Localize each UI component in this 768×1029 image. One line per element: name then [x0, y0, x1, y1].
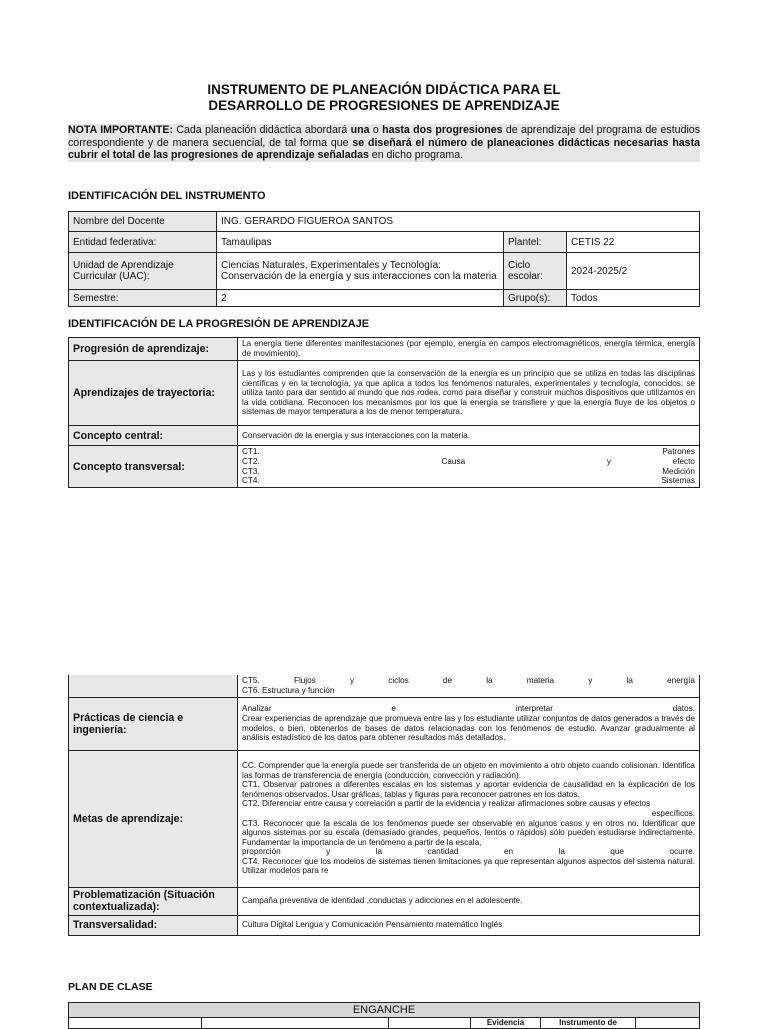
practicas-value — [238, 697, 700, 750]
ct-word: materia — [526, 676, 555, 686]
ct-word: energía — [667, 676, 695, 686]
note-label: NOTA IMPORTANTE: — [68, 124, 173, 136]
plantel-label: Plantel: — [504, 232, 567, 253]
problematizacion-label: Problematización (Situación contextualizada): — [69, 887, 238, 915]
docente-value: ING. GERARDO FIGUEROA SANTOS — [217, 212, 700, 232]
ct6-line: CT6. Estructura y función — [242, 685, 335, 695]
concepto-central-value: Conservación de la energía y sus interacciones con la materia. — [238, 426, 700, 446]
important-note — [68, 124, 700, 162]
ct-item: CT2. — [242, 456, 260, 466]
transversalidad-value: Cultura Digital Lengua y Comunicación Pensamiento matemático Inglés — [238, 915, 700, 935]
table-row — [69, 361, 700, 426]
semestre-label: Semestre: — [69, 290, 217, 307]
semestre-value: 2 — [217, 290, 504, 307]
ct-item: CT4. — [242, 476, 260, 486]
practicas-word: interpretar — [515, 704, 553, 714]
note-bold: una — [350, 124, 370, 136]
table-row — [69, 915, 700, 935]
ct-word: y — [349, 676, 355, 686]
ct5-line — [242, 676, 695, 686]
ct-item: Patrones — [662, 447, 695, 457]
meta-word: proporción — [242, 847, 281, 857]
meta-ct3: CT3. Reconocer que la escala de los fenómenos puede ser observable en algunos casos y en otros no. Identificar que algunos sistemas por su escala (demasiado grandes, pequeños, lentos o rápidos) sólo pueden estudiarse indirectamente. Fundamentar la importancia de un fenómeno a partir de la escala, — [242, 818, 695, 847]
ct-word: CT5. — [242, 676, 260, 686]
engage-col — [202, 1018, 389, 1029]
meta-ct1: CT1. Observar patrones a diferentes escalas en los sistemas y aportar evidencia de causalidad en la explicación de los fenómenos observados. Usar gráficas, tablas y figuras para reconocer patrones en los datos. — [242, 780, 695, 799]
ct-word: la — [486, 676, 493, 686]
progresion-label: Progresión de aprendizaje: — [69, 338, 238, 361]
progresion-value: La energía tiene diferentes manifestaciones (por ejemplo, energía en campos electromagnéticos, energía térmica, energía de movimiento). — [238, 338, 700, 361]
practicas-word: Analizar — [242, 704, 272, 714]
docente-label: Nombre del Docente — [69, 212, 217, 232]
concepto-transversal-continued — [238, 675, 700, 697]
engage-title: ENGANCHE — [69, 1003, 700, 1018]
trayectoria-label: Aprendizajes de trayectoria: — [69, 361, 238, 426]
table-row — [69, 253, 700, 290]
ct-item: CT3. — [242, 466, 260, 476]
section-heading-progression: IDENTIFICACIÓN DE LA PROGRESIÓN DE APRENDIZAJE — [68, 318, 370, 330]
note-bold: se diseñará el número de planeaciones didácticas necesarias hasta cubrir el total de las progresiones de aprendizaje señaladas — [68, 136, 700, 162]
meta-ct2-end: específicos. — [651, 808, 695, 818]
engage-col — [389, 1018, 471, 1029]
grupo-value: Todos — [567, 290, 700, 307]
table-row — [69, 446, 700, 488]
meta-word: la — [558, 847, 565, 857]
ciclo-label: Ciclo escolar: — [504, 253, 567, 290]
ct-item: efecto — [672, 456, 695, 466]
note-text: Cada planeación didáctica abordará — [172, 124, 351, 136]
table-row — [69, 426, 700, 446]
meta-word: la — [375, 847, 383, 857]
engage-col — [69, 1018, 202, 1029]
document-title — [68, 82, 700, 114]
empty-label-cell — [69, 675, 238, 697]
meta-ct2-text: CT2. Diferenciar entre causa y correlación a partir de la evidencia y realizar afirmaciones sobre causas y efectos — [242, 799, 651, 809]
practicas-label: Prácticas de ciencia e ingeniería: — [69, 697, 238, 750]
ct-item: Medición — [662, 466, 695, 476]
meta-word: y — [326, 847, 331, 857]
meta-cc: CC. Comprender que la energía puede ser transferida de un objeto en movimiento a otro objeto cuando colisionan. Identifica las formas de transferencia de energía (conducción, convección y radiación). — [242, 760, 695, 780]
ct-item: Causa — [441, 456, 466, 466]
grupo-label: Grupo(s): — [504, 290, 567, 307]
table-row — [69, 887, 700, 915]
plantel-value: CETIS 22 — [567, 232, 700, 253]
table-row — [69, 338, 700, 361]
ct-word: ciclos — [388, 676, 409, 686]
ct-word: Flujos — [293, 676, 316, 686]
ct-word: la — [626, 676, 633, 686]
progression-table-continued — [68, 675, 700, 936]
engage-col — [636, 1018, 700, 1029]
ciclo-value: 2024-2025/2 — [567, 253, 700, 290]
table-row — [69, 212, 700, 232]
note-text: en dicho programa. — [368, 149, 464, 162]
metas-label: Metas de aprendizaje: — [69, 750, 238, 887]
note-bold: hasta dos progresiones — [382, 124, 503, 136]
meta-ct3-line — [242, 847, 695, 857]
trayectoria-value: Las y los estudiantes comprenden que la conservación de la energía es un principio que se utiliza en todas las disciplinas científicas y en la tecnología, ya que aplica a todos los fenómenos naturales, experimentales y tecnología, conocidos; se utiliza tanto para dar sentido al mundo que nos rodea, como para diseñar y construir muchos dispositivos que utilizamos en la vida cotidiana. Reconocen los mecanismos por los que la energía se transfiere y que la energía fluye de los objetos o sistemas de mayor temperatura a los de menor temperatura. — [238, 361, 700, 426]
table-row — [69, 675, 700, 697]
meta-word: en — [503, 847, 514, 857]
table-row — [69, 750, 700, 887]
ct-item: y — [606, 456, 611, 466]
problematizacion-value: Campaña preventiva de identidad ,conductas y adicciones en el adolescente. — [238, 887, 700, 915]
meta-ct2 — [242, 799, 695, 818]
ct-word: y — [588, 676, 593, 686]
concepto-central-label: Concepto central: — [69, 426, 238, 446]
practicas-word: datos. — [672, 704, 695, 714]
title-line-2: DESARROLLO DE PROGRESIONES DE APRENDIZAJE — [208, 98, 560, 113]
table-row — [69, 290, 700, 307]
uac-label: Unidad de Aprendizaje Curricular (UAC): — [69, 253, 217, 290]
entidad-value: Tamaulipas — [217, 232, 504, 253]
table-row — [69, 1018, 700, 1029]
table-row — [69, 697, 700, 750]
meta-word: que — [610, 847, 624, 857]
concepto-transversal-label: Concepto transversal: — [69, 446, 238, 488]
uac-value: Ciencias Naturales, Experimentales y Tecnología: Conservación de la energía y sus interacciones con la materia — [217, 253, 504, 290]
table-row — [69, 1003, 700, 1018]
metas-value — [238, 750, 700, 887]
plan-heading: PLAN DE CLASE — [68, 981, 153, 993]
ct-item: Sistemas — [661, 476, 695, 486]
meta-ct4: CT4. Reconocer que los modelos de sistemas tienen limitaciones ya que representan algunos aspectos del sistema natural. Utilizar modelos para re — [242, 856, 695, 876]
note-text: o — [369, 124, 383, 136]
concepto-transversal-value — [238, 446, 700, 488]
practicas-word: e — [391, 704, 396, 714]
note-text: de aprendizaje del programa de estudios correspondiente y de manera secuencial, de tal forma que — [68, 124, 701, 149]
meta-word: cantidad — [427, 847, 459, 857]
ct-item: CT1. — [242, 447, 260, 457]
meta-word: ocurre. — [669, 847, 695, 857]
entidad-label: Entidad federativa: — [69, 232, 217, 253]
instrument-table — [68, 211, 700, 307]
section-heading-instrument: IDENTIFICACIÓN DEL INSTRUMENTO — [68, 190, 266, 202]
engage-table — [68, 1002, 700, 1029]
ct-word: de — [442, 676, 453, 686]
engage-col-instrumento: Instrumento de — [541, 1018, 636, 1029]
engage-col-evidencia: Evidencia — [471, 1018, 541, 1029]
progression-table — [68, 337, 700, 488]
title-line-1: INSTRUMENTO DE PLANEACIÓN DIDÁCTICA PARA EL — [207, 82, 561, 97]
practicas-text: Crear experiencias de aprendizaje que promueva entre las y los estudiante utilizar conjuntos de datos generados a través de modelos, o bien, obtenerlos de bases de datos relacionadas con los fenómenos de estudio. Avanzar gradualmente al análisis estadístico de los datos para obtener resultados más detallados. — [242, 713, 695, 743]
table-row — [69, 232, 700, 253]
transversalidad-label: Transversalidad: — [69, 915, 238, 935]
